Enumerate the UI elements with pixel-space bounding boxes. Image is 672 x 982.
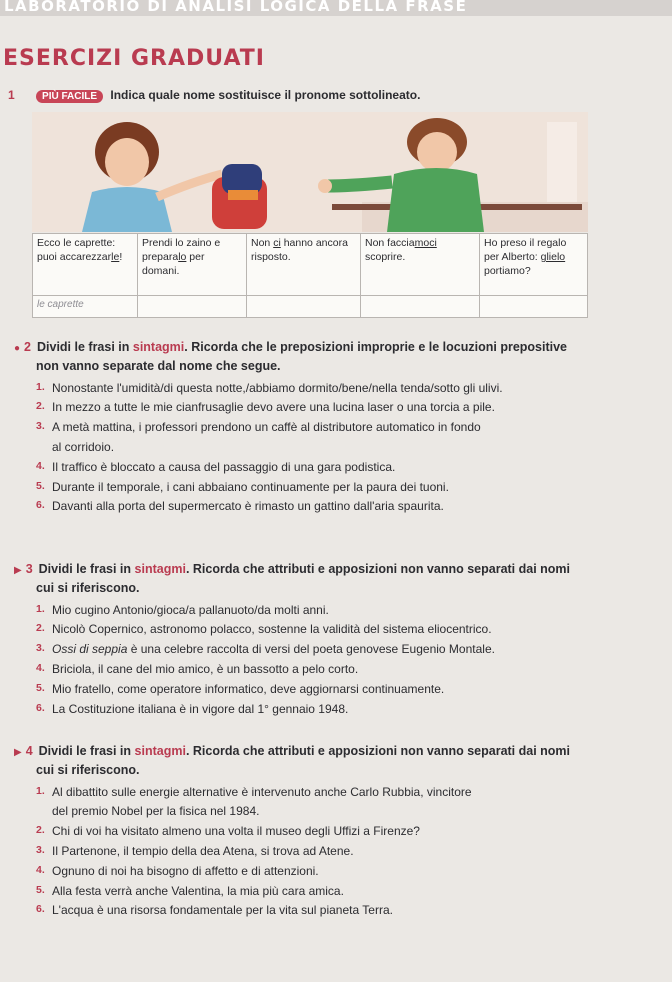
comics-table <box>32 233 588 318</box>
panel-text-2: Prendi lo zaino e preparalo per domani. <box>138 234 247 296</box>
answer-cell-4[interactable] <box>361 296 480 318</box>
list-item: 1. Al dibattito sulle energie alternative è intervenuto anche Carlo Rubbia, vincitore del premio Nobel per la fisica nel 1984. <box>36 784 472 819</box>
answer-cell-2[interactable] <box>138 296 247 318</box>
list-item: 2. Nicolò Copernico, astronomo polacco, sostenne la validità del sistema eliocentrico. <box>36 622 492 637</box>
exercise-3-instruction: ▶ 3 Dividi le frasi in sintagmi. Ricorda che attributi e apposizioni non vanno separati dai nomi cui si riferiscono. <box>14 562 571 595</box>
exercise-4 <box>14 742 664 921</box>
list-item: 3. Il Partenone, il tempio della dea Atena, si trova ad Atene. <box>36 844 354 859</box>
list-item: 5. Alla festa verrà anche Valentina, la mia più cara amica. <box>36 883 344 898</box>
list-item: 3. A metà mattina, i professori prendono un caffè al distributore automatico in fondo al corridoio. <box>36 420 481 455</box>
illustration-drawing <box>32 112 588 232</box>
exercise-2-instruction: ● 2 Dividi le frasi in sintagmi. Ricorda che le preposizioni improprie e le locuzioni prepositive non vanno separate dal nome che segue. <box>14 340 568 373</box>
panel-text-3: Non ci hanno ancora risposto. <box>247 234 361 296</box>
arrow-icon: ▶ <box>14 565 22 576</box>
panel-text-4: Non facciamoci scoprire. <box>361 234 480 296</box>
list-item: 1. Nonostante l'umidità/di questa notte,/abbiamo dormito/bene/nella tenda/sotto gli ulivi. <box>36 380 503 395</box>
list-item: 1. Mio cugino Antonio/gioca/a pallanuoto/da molti anni. <box>36 602 329 617</box>
illustration <box>32 112 588 232</box>
lab-title: LABORATORIO DI ANALISI LOGICA DELLA FRASE <box>4 0 468 15</box>
list-item: 6. L'acqua è una risorsa fondamentale per la vita sul pianeta Terra. <box>36 903 393 918</box>
exercise-4-instruction: ▶ 4 Dividi le frasi in sintagmi. Ricorda che attributi e apposizioni non vanno separati dai nomi cui si riferiscono. <box>14 744 571 777</box>
exercise-1-header <box>8 88 420 103</box>
difficulty-badge: PIÙ FACILE <box>36 90 103 103</box>
answer-cell-5[interactable] <box>480 296 588 318</box>
exercise-2-list <box>14 379 664 518</box>
list-item: 3. Ossi di seppia è una celebre raccolta di versi del poeta genovese Eugenio Montale. <box>36 642 495 657</box>
arrow-icon: ▶ <box>14 747 22 758</box>
list-item: 6. La Costituzione italiana è in vigore dal 1° gennaio 1948. <box>36 701 349 716</box>
section-title: ESERCIZI GRADUATI <box>3 46 265 71</box>
list-item: 5. Durante il temporale, i cani abbaiano continuamente per la paura dei tuoni. <box>36 479 449 494</box>
table-row <box>33 296 588 318</box>
list-item: 2. Chi di voi ha visitato almeno una volta il museo degli Uffizi a Firenze? <box>36 824 420 839</box>
exercise-3-list <box>14 601 664 720</box>
header-band <box>0 0 672 16</box>
answer-cell-1[interactable]: le caprette <box>33 296 138 318</box>
table-row <box>33 234 588 296</box>
list-item: 5. Mio fratello, come operatore informatico, deve aggiornarsi continuamente. <box>36 681 445 696</box>
list-item: 6. Davanti alla porta del supermercato è rimasto un gattino dall'aria spaurita. <box>36 499 444 514</box>
exercise-3 <box>14 560 664 719</box>
list-item: 4. Briciola, il cane del mio amico, è un bassotto a pelo corto. <box>36 662 359 677</box>
exercise-4-list <box>14 783 664 922</box>
exercise-1-instruction: Indica quale nome sostituisce il pronome sottolineato. <box>110 88 421 102</box>
list-item: 4. Il traffico è bloccato a causa del passaggio di una gara podistica. <box>36 459 396 474</box>
answer-cell-3[interactable] <box>247 296 361 318</box>
exercise-1-number: 1 <box>8 88 15 102</box>
arrow-icon: ● <box>14 343 21 354</box>
panel-text-5: Ho preso il regalo per Alberto: glielo portiamo? <box>480 234 588 296</box>
exercise-2 <box>14 338 664 517</box>
list-item: 4. Ognuno di noi ha bisogno di affetto e di attenzioni. <box>36 863 319 878</box>
panel-text-1: Ecco le caprette: puoi accarezzarle! <box>33 234 138 296</box>
list-item: 2. In mezzo a tutte le mie cianfrusaglie devo avere una lucina laser o una torcia a pile. <box>36 400 495 415</box>
